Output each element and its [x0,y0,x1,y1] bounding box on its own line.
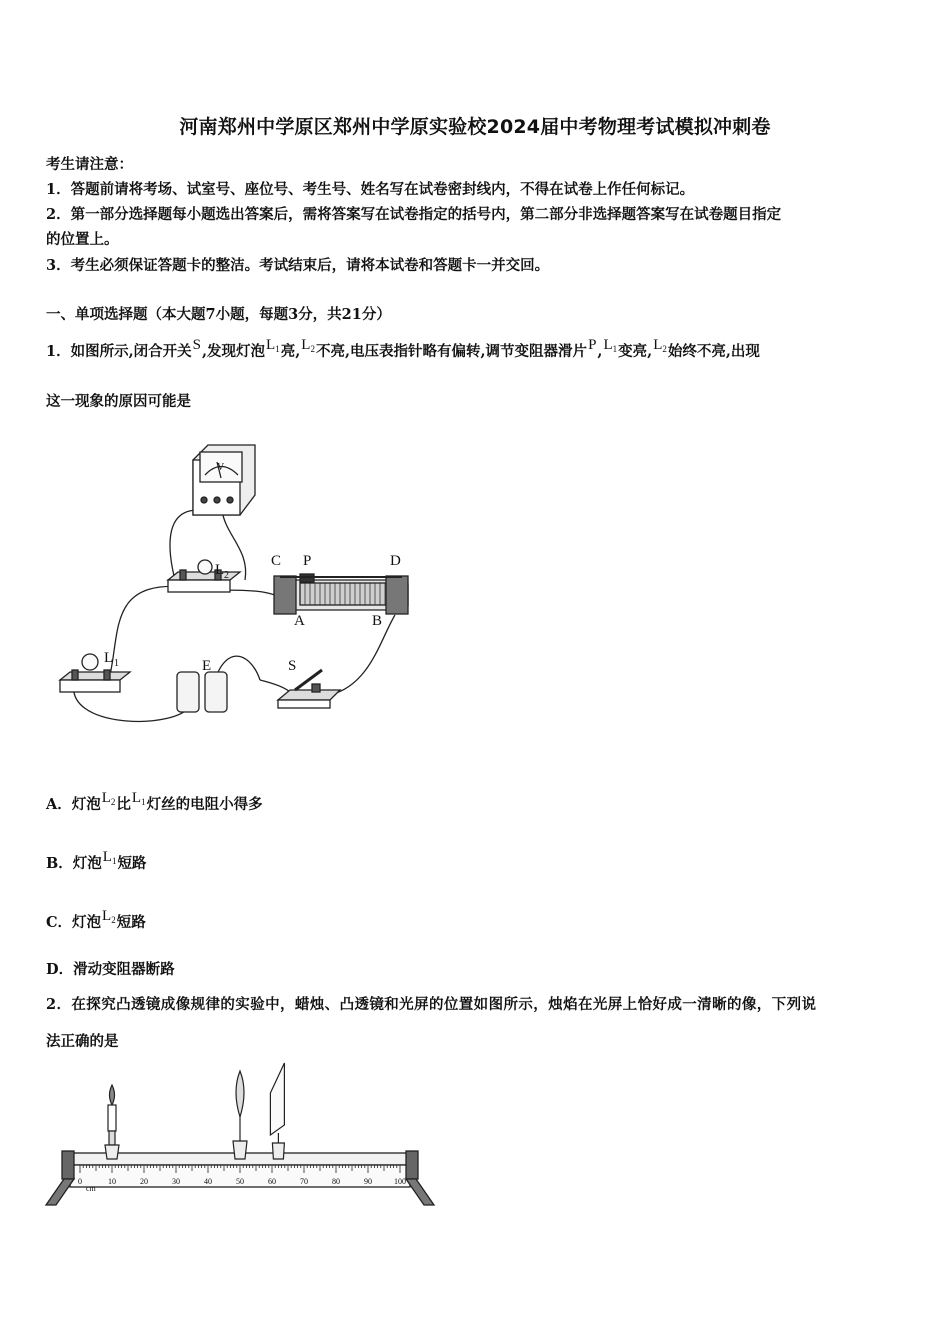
light-screen [270,1063,284,1159]
lamp-subscript: 1 [612,344,618,354]
lamp-letter: L [101,790,111,806]
wire [110,586,185,675]
scale-tick-label: 10 [108,1177,116,1186]
terminal-c-label: C [271,553,282,569]
voltmeter-symbol: V [217,462,225,473]
scale-tick-label: 60 [268,1177,276,1186]
scale-tick-label: 100 [394,1177,406,1186]
q1-text-6: 变亮, [618,343,653,360]
terminal-a-label: A [294,613,305,629]
lamp-letter: L [102,849,112,865]
scale-tick-label: 20 [140,1177,148,1186]
lamp-subscript: 2 [310,344,315,354]
q1-option-c-part2: 短路 [116,914,146,931]
lamp-l1-label: L [104,650,114,666]
lamp-l2-board [168,560,240,592]
q1-option-b [46,849,147,873]
convex-lens [233,1071,247,1159]
q1-option-a-part2: 比 [116,796,131,813]
lamp-letter: L [603,337,613,353]
lamp-subscript: 2 [110,797,116,807]
lamp-l2-label: L [215,562,225,578]
rheostat [274,574,408,614]
lamp-l1-symbol [103,849,117,865]
lamp-subscript: 2 [662,344,667,354]
lamp-subscript: 1 [141,797,146,807]
q1-stem-line2: 这一现象的原因可能是 [46,393,191,410]
terminal-b-label: B [372,613,383,629]
notice-heading: 考生请注意： [46,156,133,173]
page-title: 河南郑州中学原区郑州中学原实验校2024届中考物理考试模拟冲刺卷 [179,116,771,138]
lamp-l2-symbol [102,908,116,924]
lamp-letter: L [131,790,142,806]
lamp-subscript: 2 [111,915,116,925]
lamp-letter: L [102,908,112,924]
q2-stem-line2: 法正确的是 [46,1033,119,1050]
section-heading: 一、单项选择题（本大题7小题，每题3分，共21分） [46,306,391,323]
lamp-l2-symbol [653,337,667,353]
candle [105,1085,119,1159]
scale-tick-label: 30 [172,1177,180,1186]
scale-tick-label: 90 [364,1177,372,1186]
q1-option-d: D．滑动变阻器断路 [46,961,175,978]
lamp-l1-symbol [132,790,146,806]
lamp-l1-symbol [266,337,280,353]
battery-e-label: E [202,658,212,674]
battery [177,672,227,712]
scale-tick-label: 50 [236,1177,244,1186]
lamp-letter: L [266,337,276,353]
q1-text-5: , [597,343,603,360]
q1-option-a-part3: 灯丝的电阻小得多 [146,796,263,813]
lamp-subscript: 1 [275,344,280,354]
switch [278,670,340,708]
q1-text-1: 1．如图所示,闭合开关 [46,343,192,360]
switch-s-label: S [288,658,297,674]
notice-item-3: 3．考生必须保证答题卡的整洁。考试结束后，请将本试卷和答题卡一并交回。 [46,257,550,274]
q2-stem-line1: 2．在探究凸透镜成像规律的实验中，蜡烛、凸透镜和光屏的位置如图所示，烛焰在光屏上恰好成一清晰的像，下列说 [46,996,817,1013]
q1-option-b-part2: 短路 [117,855,147,872]
scale-tick-label: 0 [78,1177,82,1186]
q1-option-a-part1: A．灯泡 [46,796,101,813]
optical-bench-figure [40,1055,440,1215]
switch-symbol: S [192,337,201,353]
notice-item-2: 2．第一部分选择题每小题选出答案后，需将答案写在试卷指定的括号内，第二部分非选择题答案写在试卷题目指定 [46,206,782,223]
lamp-subscript: 1 [111,856,117,866]
slider-symbol: P [588,337,597,353]
lamp-l2-symbol [301,337,315,353]
q1-text-3: 亮, [280,343,301,360]
scale-tick-label: 70 [300,1177,308,1186]
notice-item-1: 1．答题前请将考场、试室号、座位号、考生号、姓名写在试卷密封线内，不得在试卷上作任何标记。 [46,181,695,198]
scale-tick-label: 40 [204,1177,212,1186]
lamp-letter: L [301,337,311,353]
q1-stem-line1 [46,337,760,361]
lamp-l1-symbol [603,337,617,353]
q1-option-a [46,790,263,814]
q1-text-7: 始终不亮,出现 [667,343,760,360]
voltmeter [193,445,255,515]
q1-option-b-part1: B．灯泡 [46,855,102,872]
lamp-l1-sub: 1 [114,658,119,669]
lamp-l2-symbol [102,790,116,806]
lamp-l1-board [60,654,130,692]
slider-p-label: P [303,553,312,569]
q1-option-c-part1: C．灯泡 [46,914,102,931]
notice-item-2-cont: 的位置上。 [46,231,119,248]
q1-text-2: ,发现灯泡 [201,343,266,360]
lamp-l2-sub: 2 [224,570,229,581]
lamp-letter: L [653,337,663,353]
scale-tick-label: 80 [332,1177,340,1186]
q1-option-c [46,908,146,932]
bench-unit-label: cm [86,1184,96,1193]
q1-text-4: 不亮,电压表指针略有偏转,调节变阻器滑片 [315,343,588,360]
wire [330,615,395,695]
terminal-d-label: D [390,553,401,569]
circuit-figure [50,440,430,750]
